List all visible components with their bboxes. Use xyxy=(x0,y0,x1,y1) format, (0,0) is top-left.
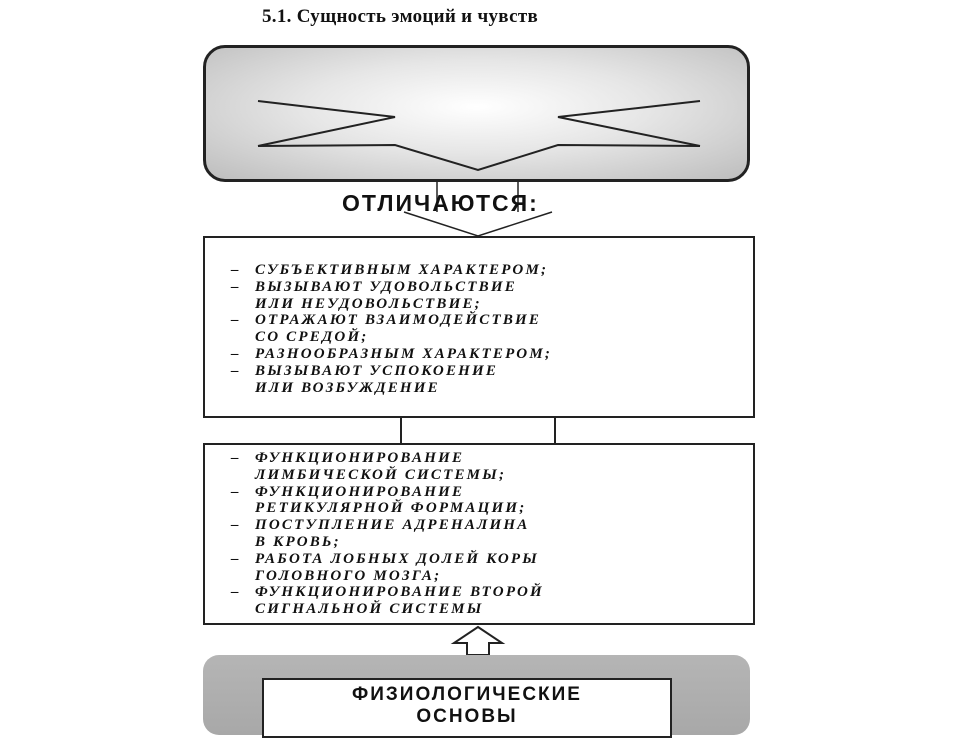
list-item: – ПОСТУПЛЕНИЕ АДРЕНАЛИНА В КРОВЬ; xyxy=(231,517,530,550)
differences-list xyxy=(231,262,753,396)
list-item: – ОТРАЖАЮТ ВЗАИМОДЕЙСТВИЕ СО СРЕДОЙ; xyxy=(231,312,542,346)
differences-box xyxy=(203,236,755,418)
top-box-convergence xyxy=(258,145,700,170)
list-item: – ФУНКЦИОНИРОВАНИЕ РЕТИКУЛЯРНОЙ ФОРМАЦИИ; xyxy=(231,483,527,517)
basis-line-2: ОСНОВЫ xyxy=(416,706,518,727)
list-item: – ВЫЗЫВАЮТ УСПОКОЕНИЕ ИЛИ ВОЗБУЖДЕНИЕ xyxy=(231,362,499,396)
basis-line-1: ФИЗИОЛОГИЧЕСКИЕ xyxy=(352,684,582,705)
top-box-arrow-right xyxy=(558,101,700,146)
basis-box xyxy=(262,678,672,738)
physiology-list xyxy=(231,450,753,618)
top-box-arrow-left xyxy=(258,101,395,146)
list-item: – РАБОТА ЛОБНЫХ ДОЛЕЙ КОРЫ ГОЛОВНОГО МОЗГА; xyxy=(231,550,540,584)
physiology-box xyxy=(203,443,755,625)
page-title: 5.1. Сущность эмоций и чувств xyxy=(262,6,539,27)
list-item: – РАЗНООБРАЗНЫМ ХАРАКТЕРОМ; xyxy=(231,345,553,362)
up-arrow xyxy=(454,627,502,655)
list-item: – ВЫЗЫВАЮТ УДОВОЛЬСТВИЕ ИЛИ НЕУДОВОЛЬСТВИЕ; xyxy=(231,278,517,312)
list-item: – ФУНКЦИОНИРОВАНИЕ ВТОРОЙ СИГНАЛЬНОЙ СИСТЕМЫ xyxy=(231,584,544,618)
differences-heading: ОТЛИЧАЮТСЯ: xyxy=(342,190,539,216)
list-item: – ФУНКЦИОНИРОВАНИЕ ЛИМБИЧЕСКОЙ СИСТЕМЫ; xyxy=(231,450,507,483)
list-item: – СУБЪЕКТИВНЫМ ХАРАКТЕРОМ; xyxy=(231,262,549,278)
